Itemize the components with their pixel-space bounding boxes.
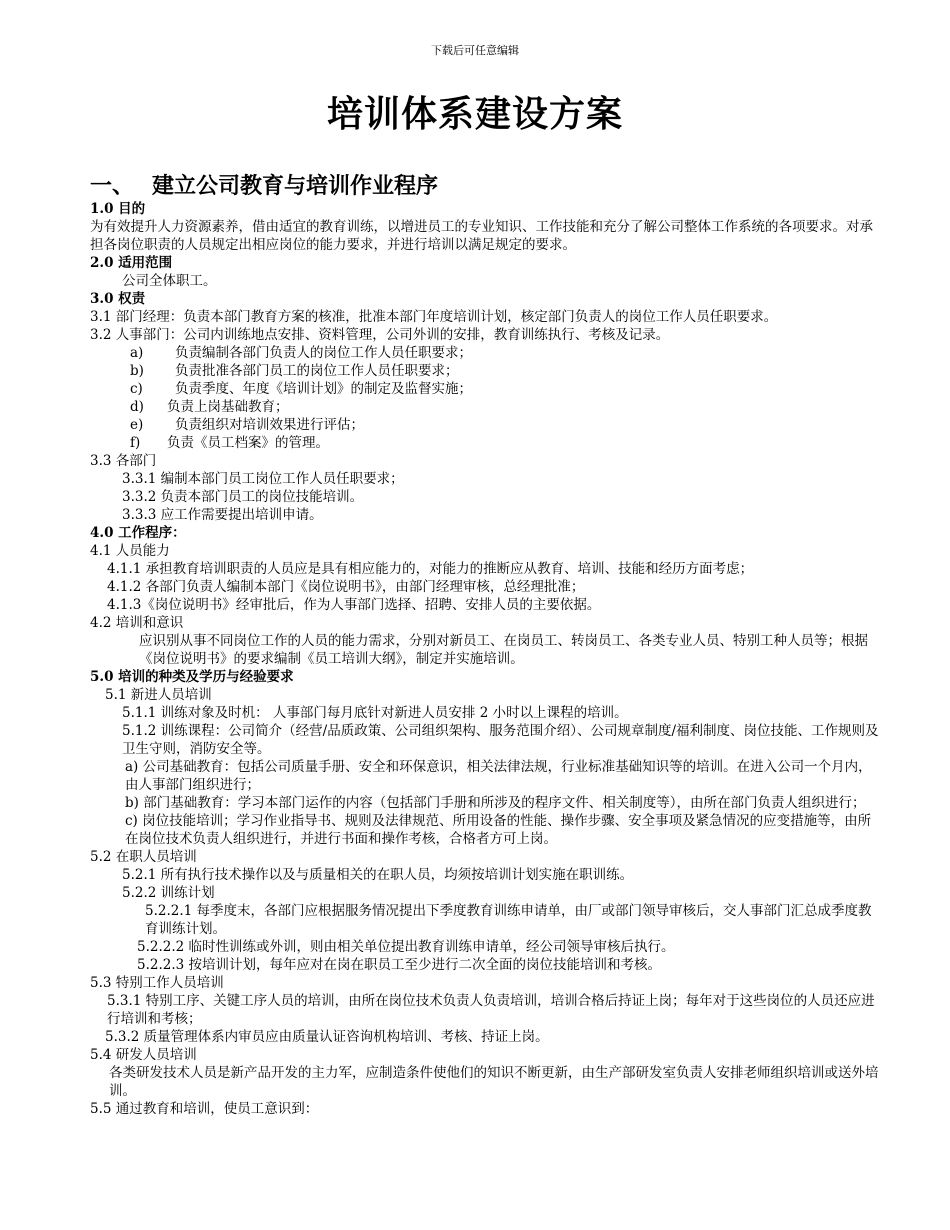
- paragraph-4-1-2: 4.1.2 各部门负责人编制本部门《岗位说明书》，由部门经理审核，总经理批准；: [107, 579, 585, 595]
- paragraph-5-3-1: 5.3.1 特别工序、关键工序人员的培训，由所在岗位技术负责人负责培训，培训合格后持证上岗；每年对于这些岗位的人员还应进行培训和考核；: [107, 993, 875, 1027]
- paragraph-5-3: 5.3 特别工作人员培训: [90, 975, 224, 991]
- paragraph-purpose: 为有效提升人力资源素养，借由适宜的教育训练，以增进员工的专业知识、工作技能和充分了解公司整体工作系统的各项要求。对承担各岗位职责的人员规定出相应岗位的能力要求，并进行培训以满足规定的要求。: [90, 219, 873, 253]
- section-number: 一、: [90, 173, 135, 199]
- paragraph-4-1-3: 4.1.3《岗位说明书》经审批后，作为人事部门选择、招聘、安排人员的主要依据。: [107, 597, 601, 613]
- paragraph-5-1-a: a) 公司基础教育：包括公司质量手册、安全和环保意识，相关法律法规，行业标准基础知识等的培训。在进入公司一个月内， 由人事部门组织进行；: [125, 759, 872, 793]
- paragraph-5-4-text: 各类研发技术人员是新产品开发的主力军，应制造条件使他们的知识不断更新，由生产部研发室负责人安排老师组织培训或送外培训。: [109, 1065, 879, 1099]
- paragraph-3-3: 3.3 各部门: [90, 453, 157, 469]
- paragraph-4-2: 4.2 培训和意识: [90, 615, 184, 631]
- paragraph-3-3-3: 3.3.3 应工作需要提出培训申请。: [122, 507, 323, 523]
- paragraph-3-3-1: 3.3.1 编制本部门员工岗位工作人员任职要求；: [122, 471, 404, 487]
- paragraph-5-2: 5.2 在职人员培训: [90, 849, 197, 865]
- paragraph-5-4: 5.4 研发人员培训: [90, 1047, 197, 1063]
- list-item: b) 负责批准各部门员工的岗位工作人员任职要求；: [130, 363, 459, 379]
- paragraph-4-1: 4.1 人员能力: [90, 543, 170, 559]
- list-item: a) 负责编制各部门负责人的岗位工作人员任职要求；: [130, 345, 472, 361]
- paragraph-5-2-1: 5.2.1 所有执行技术操作以及与质量相关的在职人员，均须按培训计划实施在职训练。: [122, 867, 634, 883]
- heading-3-0: 3.0 权责: [90, 291, 146, 307]
- paragraph-5-2-2-2: 5.2.2.2 临时性训练或外训，则由相关单位提出教育训练申请单，经公司领导审核后执行。: [137, 939, 675, 955]
- paragraph-5-3-2: 5.3.2 质量管理体系内审员应由质量认证咨询机构培训、考核、持证上岗。: [105, 1029, 549, 1045]
- document-title: 培训体系建设方案: [326, 93, 623, 135]
- heading-4-0: 4.0 工作程序：: [90, 525, 186, 541]
- heading-1-0: 1.0 目的: [90, 201, 146, 217]
- list-item: e) 负责组织对培训效果进行评估；: [130, 417, 364, 433]
- document-body: [90, 172, 880, 1118]
- paragraph-4-2-text: 应识别从事不同岗位工作的人员的能力需求，分别对新员工、在岗员工、转岗员工、各类专业人员、特别工种人员等；根据《岗位说明书》的要求编制《员工培训大纲》，制定并实施培训。: [139, 633, 868, 667]
- paragraph-5-2-2-3: 5.2.2.3 按培训计划，每年应对在岗在职员工至少进行二次全面的岗位技能培训和考核。: [137, 957, 662, 973]
- list-item: c) 负责季度、年度《培训计划》的制定及监督实施；: [130, 381, 472, 397]
- heading-2-0: 2.0 适用范围: [90, 255, 173, 271]
- paragraph-5-1: 5.1 新进人员培训: [105, 687, 212, 703]
- list-item: f) 负责《员工档案》的管理。: [130, 435, 329, 451]
- paragraph-scope: 公司全体职工。: [122, 273, 217, 289]
- paragraph-5-1-1: 5.1.1 训练对象及时机： 人事部门每月底针对新进人员安排 2 小时以上课程的培训。: [122, 705, 628, 721]
- page-header: 下载后可任意编辑: [431, 44, 519, 57]
- heading-5-0: 5.0 培训的种类及学历与经验要求: [90, 669, 294, 685]
- paragraph-3-1: 3.1 部门经理：负责本部门教育方案的核准，批准本部门年度培训计划，核定部门负责人的岗位工作人员任职要求。: [90, 309, 778, 325]
- paragraph-5-2-2: 5.2.2 训练计划: [122, 885, 215, 901]
- paragraph-3-2: 3.2 人事部门：公司内训练地点安排、资料管理，公司外训的安排，教育训练执行、考核及记录。: [90, 327, 670, 343]
- section-heading-1: [90, 172, 880, 200]
- paragraph-5-1-c: c) 岗位技能培训；学习作业指导书、规则及法律规范、所用设备的性能、操作步骤、安全事项及紧急情况的应变措施等，由所在岗位技术负责人组织进行，并进行书面和操作考核，合格者方可上岗。: [125, 813, 872, 847]
- paragraph-5-2-2-1: 5.2.2.1 每季度末，各部门应根据服务情况提出下季度教育训练申请单，由厂或部门领导审核后，交人事部门汇总成季度教育训练计划。: [145, 903, 872, 937]
- paragraph-5-5: 5.5 通过教育和培训，使员工意识到：: [90, 1101, 319, 1117]
- section-title: 建立公司教育与培训作业程序: [152, 173, 439, 199]
- list-item: d) 负责上岗基础教育；: [130, 399, 289, 415]
- paragraph-4-1-1: 4.1.1 承担教育培训职责的人员应是具有相应能力的，对能力的推断应从教育、培训、技能和经历方面考虑；: [107, 561, 754, 577]
- paragraph-5-1-2: 5.1.2 训练课程：公司简介（经营/品质政策、公司组织架构、服务范围介绍）、公司规章制度/福利制度、岗位技能、工作规则及卫生守则，消防安全等。: [122, 723, 879, 757]
- paragraph-5-1-b: b) 部门基础教育：学习本部门运作的内容（包括部门手册和所涉及的程序文件、相关制度等），由所在部门负责人组织进行；: [125, 795, 866, 811]
- paragraph-3-3-2: 3.3.2 负责本部门员工的岗位技能培训。: [122, 489, 364, 505]
